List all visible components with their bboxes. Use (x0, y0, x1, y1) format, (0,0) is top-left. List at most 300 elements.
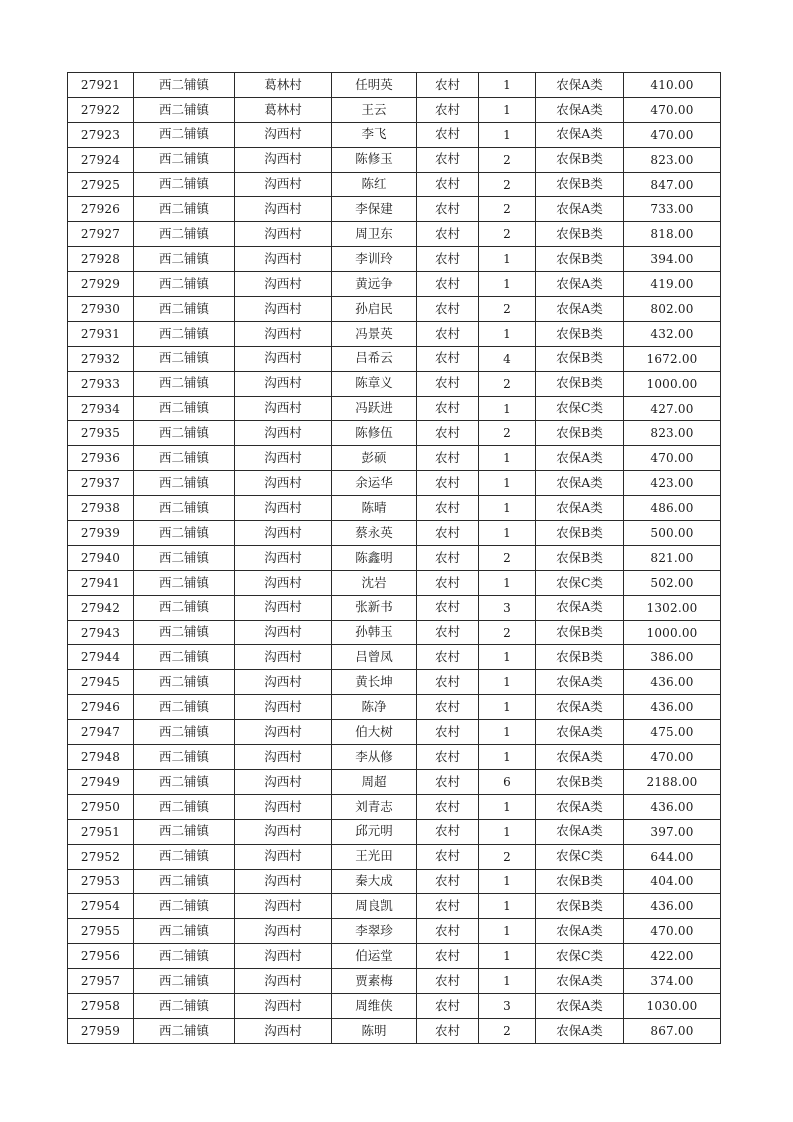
cell-amount: 486.00 (624, 496, 721, 521)
cell-name: 吕曾凤 (332, 645, 417, 670)
cell-name: 伯大树 (332, 720, 417, 745)
cell-town: 西二铺镇 (134, 371, 235, 396)
cell-village: 沟西村 (235, 670, 332, 695)
cell-town: 西二铺镇 (134, 172, 235, 197)
table-row (68, 545, 721, 570)
cell-village: 沟西村 (235, 869, 332, 894)
table-row (68, 844, 721, 869)
table-row (68, 446, 721, 471)
cell-name: 秦大成 (332, 869, 417, 894)
cell-name: 邱元明 (332, 819, 417, 844)
cell-town: 西二铺镇 (134, 645, 235, 670)
cell-amount: 470.00 (624, 122, 721, 147)
cell-household-size: 1 (479, 247, 536, 272)
cell-name: 李训玲 (332, 247, 417, 272)
table-row (68, 97, 721, 122)
cell-household-size: 1 (479, 919, 536, 944)
cell-category: 农保C类 (536, 396, 624, 421)
cell-name: 吕希云 (332, 346, 417, 371)
cell-area-type: 农村 (417, 172, 479, 197)
cell-town: 西二铺镇 (134, 471, 235, 496)
cell-name: 陈修玉 (332, 147, 417, 172)
cell-household-size: 2 (479, 1018, 536, 1043)
cell-id: 27951 (68, 819, 134, 844)
cell-area-type: 农村 (417, 197, 479, 222)
cell-village: 沟西村 (235, 471, 332, 496)
cell-town: 西二铺镇 (134, 595, 235, 620)
cell-name: 王云 (332, 97, 417, 122)
cell-area-type: 农村 (417, 819, 479, 844)
cell-category: 农保B类 (536, 645, 624, 670)
records-table (67, 72, 721, 1044)
cell-name: 周卫东 (332, 222, 417, 247)
cell-household-size: 1 (479, 869, 536, 894)
cell-category: 农保C类 (536, 844, 624, 869)
cell-area-type: 农村 (417, 521, 479, 546)
cell-area-type: 农村 (417, 297, 479, 322)
cell-amount: 867.00 (624, 1018, 721, 1043)
table-row (68, 620, 721, 645)
cell-name: 李飞 (332, 122, 417, 147)
cell-household-size: 1 (479, 944, 536, 969)
cell-village: 沟西村 (235, 745, 332, 770)
cell-name: 贾素梅 (332, 969, 417, 994)
cell-name: 周超 (332, 769, 417, 794)
cell-area-type: 农村 (417, 272, 479, 297)
cell-id: 27935 (68, 421, 134, 446)
cell-village: 沟西村 (235, 396, 332, 421)
table-row (68, 944, 721, 969)
cell-area-type: 农村 (417, 570, 479, 595)
cell-village: 沟西村 (235, 919, 332, 944)
table-row (68, 172, 721, 197)
cell-category: 农保A类 (536, 122, 624, 147)
cell-village: 沟西村 (235, 969, 332, 994)
cell-id: 27921 (68, 73, 134, 98)
table-row (68, 247, 721, 272)
cell-name: 孙启民 (332, 297, 417, 322)
cell-category: 农保B类 (536, 769, 624, 794)
table-row (68, 969, 721, 994)
cell-village: 沟西村 (235, 446, 332, 471)
table-row (68, 321, 721, 346)
cell-id: 27924 (68, 147, 134, 172)
table-row (68, 720, 721, 745)
cell-id: 27934 (68, 396, 134, 421)
cell-category: 农保C类 (536, 570, 624, 595)
cell-household-size: 1 (479, 272, 536, 297)
cell-id: 27925 (68, 172, 134, 197)
cell-village: 葛林村 (235, 97, 332, 122)
cell-area-type: 农村 (417, 396, 479, 421)
cell-amount: 436.00 (624, 670, 721, 695)
cell-amount: 404.00 (624, 869, 721, 894)
cell-amount: 436.00 (624, 695, 721, 720)
cell-category: 农保B类 (536, 346, 624, 371)
cell-id: 27933 (68, 371, 134, 396)
cell-id: 27943 (68, 620, 134, 645)
table-row (68, 197, 721, 222)
cell-category: 农保A类 (536, 695, 624, 720)
cell-household-size: 1 (479, 894, 536, 919)
cell-id: 27953 (68, 869, 134, 894)
cell-town: 西二铺镇 (134, 944, 235, 969)
cell-village: 沟西村 (235, 993, 332, 1018)
cell-category: 农保B类 (536, 521, 624, 546)
cell-name: 彭硕 (332, 446, 417, 471)
cell-name: 余运华 (332, 471, 417, 496)
table-row (68, 645, 721, 670)
cell-household-size: 1 (479, 670, 536, 695)
cell-household-size: 2 (479, 620, 536, 645)
cell-village: 沟西村 (235, 894, 332, 919)
cell-household-size: 1 (479, 720, 536, 745)
cell-name: 蔡永英 (332, 521, 417, 546)
cell-town: 西二铺镇 (134, 745, 235, 770)
table-row (68, 147, 721, 172)
cell-name: 冯景英 (332, 321, 417, 346)
cell-name: 王光田 (332, 844, 417, 869)
cell-name: 孙韩玉 (332, 620, 417, 645)
cell-village: 沟西村 (235, 1018, 332, 1043)
cell-amount: 1302.00 (624, 595, 721, 620)
cell-amount: 374.00 (624, 969, 721, 994)
cell-amount: 733.00 (624, 197, 721, 222)
cell-name: 黄远争 (332, 272, 417, 297)
cell-name: 陈净 (332, 695, 417, 720)
cell-amount: 470.00 (624, 919, 721, 944)
cell-household-size: 2 (479, 222, 536, 247)
cell-town: 西二铺镇 (134, 545, 235, 570)
table-row (68, 297, 721, 322)
cell-household-size: 1 (479, 496, 536, 521)
cell-town: 西二铺镇 (134, 247, 235, 272)
cell-town: 西二铺镇 (134, 894, 235, 919)
cell-amount: 502.00 (624, 570, 721, 595)
cell-id: 27944 (68, 645, 134, 670)
cell-town: 西二铺镇 (134, 869, 235, 894)
cell-id: 27932 (68, 346, 134, 371)
table-row (68, 471, 721, 496)
cell-area-type: 农村 (417, 670, 479, 695)
cell-household-size: 2 (479, 371, 536, 396)
cell-name: 沈岩 (332, 570, 417, 595)
table-row (68, 496, 721, 521)
cell-household-size: 1 (479, 521, 536, 546)
cell-household-size: 1 (479, 446, 536, 471)
cell-amount: 397.00 (624, 819, 721, 844)
cell-amount: 422.00 (624, 944, 721, 969)
cell-amount: 823.00 (624, 421, 721, 446)
cell-name: 李从修 (332, 745, 417, 770)
cell-village: 沟西村 (235, 521, 332, 546)
table-row (68, 122, 721, 147)
cell-amount: 1672.00 (624, 346, 721, 371)
table-row (68, 1018, 721, 1043)
cell-village: 沟西村 (235, 570, 332, 595)
cell-id: 27939 (68, 521, 134, 546)
cell-id: 27929 (68, 272, 134, 297)
cell-town: 西二铺镇 (134, 844, 235, 869)
cell-area-type: 农村 (417, 869, 479, 894)
table-row (68, 769, 721, 794)
cell-amount: 475.00 (624, 720, 721, 745)
cell-household-size: 1 (479, 321, 536, 346)
cell-amount: 821.00 (624, 545, 721, 570)
cell-id: 27958 (68, 993, 134, 1018)
cell-household-size: 1 (479, 471, 536, 496)
cell-area-type: 农村 (417, 769, 479, 794)
cell-id: 27937 (68, 471, 134, 496)
cell-household-size: 1 (479, 745, 536, 770)
cell-amount: 386.00 (624, 645, 721, 670)
cell-id: 27931 (68, 321, 134, 346)
cell-category: 农保B类 (536, 421, 624, 446)
cell-household-size: 2 (479, 844, 536, 869)
cell-household-size: 1 (479, 645, 536, 670)
cell-area-type: 农村 (417, 695, 479, 720)
cell-amount: 847.00 (624, 172, 721, 197)
table-row (68, 695, 721, 720)
cell-category: 农保B类 (536, 147, 624, 172)
cell-village: 沟西村 (235, 545, 332, 570)
cell-amount: 470.00 (624, 97, 721, 122)
cell-village: 沟西村 (235, 172, 332, 197)
cell-town: 西二铺镇 (134, 695, 235, 720)
cell-area-type: 农村 (417, 446, 479, 471)
cell-household-size: 1 (479, 794, 536, 819)
cell-id: 27947 (68, 720, 134, 745)
cell-town: 西二铺镇 (134, 321, 235, 346)
cell-town: 西二铺镇 (134, 446, 235, 471)
cell-household-size: 1 (479, 695, 536, 720)
table-row (68, 794, 721, 819)
cell-area-type: 农村 (417, 496, 479, 521)
cell-village: 沟西村 (235, 769, 332, 794)
cell-area-type: 农村 (417, 97, 479, 122)
cell-area-type: 农村 (417, 595, 479, 620)
records-table-body (68, 73, 721, 1044)
cell-area-type: 农村 (417, 944, 479, 969)
cell-category: 农保B类 (536, 545, 624, 570)
cell-town: 西二铺镇 (134, 122, 235, 147)
cell-amount: 436.00 (624, 894, 721, 919)
cell-village: 沟西村 (235, 944, 332, 969)
cell-town: 西二铺镇 (134, 521, 235, 546)
cell-id: 27950 (68, 794, 134, 819)
cell-village: 沟西村 (235, 645, 332, 670)
cell-name: 黄长坤 (332, 670, 417, 695)
cell-name: 张新书 (332, 595, 417, 620)
cell-area-type: 农村 (417, 247, 479, 272)
cell-village: 沟西村 (235, 197, 332, 222)
cell-area-type: 农村 (417, 371, 479, 396)
cell-village: 葛林村 (235, 73, 332, 98)
cell-category: 农保A类 (536, 97, 624, 122)
cell-household-size: 1 (479, 969, 536, 994)
cell-category: 农保B类 (536, 247, 624, 272)
cell-village: 沟西村 (235, 794, 332, 819)
cell-town: 西二铺镇 (134, 570, 235, 595)
cell-category: 农保A类 (536, 197, 624, 222)
cell-amount: 423.00 (624, 471, 721, 496)
cell-village: 沟西村 (235, 297, 332, 322)
cell-household-size: 2 (479, 147, 536, 172)
table-row (68, 272, 721, 297)
cell-id: 27954 (68, 894, 134, 919)
cell-category: 农保A类 (536, 720, 624, 745)
cell-village: 沟西村 (235, 620, 332, 645)
table-row (68, 371, 721, 396)
cell-area-type: 农村 (417, 844, 479, 869)
cell-id: 27955 (68, 919, 134, 944)
cell-category: 农保A类 (536, 969, 624, 994)
cell-area-type: 农村 (417, 1018, 479, 1043)
cell-household-size: 6 (479, 769, 536, 794)
cell-town: 西二铺镇 (134, 993, 235, 1018)
cell-amount: 644.00 (624, 844, 721, 869)
table-row (68, 346, 721, 371)
cell-area-type: 农村 (417, 222, 479, 247)
table-row (68, 745, 721, 770)
cell-area-type: 农村 (417, 894, 479, 919)
cell-id: 27927 (68, 222, 134, 247)
cell-id: 27926 (68, 197, 134, 222)
cell-area-type: 农村 (417, 620, 479, 645)
cell-name: 周良凯 (332, 894, 417, 919)
table-row (68, 819, 721, 844)
table-row (68, 396, 721, 421)
cell-village: 沟西村 (235, 421, 332, 446)
cell-village: 沟西村 (235, 496, 332, 521)
cell-id: 27946 (68, 695, 134, 720)
cell-village: 沟西村 (235, 595, 332, 620)
cell-household-size: 1 (479, 122, 536, 147)
cell-amount: 470.00 (624, 745, 721, 770)
cell-category: 农保B类 (536, 172, 624, 197)
cell-area-type: 农村 (417, 147, 479, 172)
cell-household-size: 2 (479, 545, 536, 570)
cell-id: 27959 (68, 1018, 134, 1043)
cell-category: 农保A类 (536, 496, 624, 521)
cell-category: 农保B类 (536, 894, 624, 919)
table-row (68, 869, 721, 894)
cell-category: 农保B类 (536, 371, 624, 396)
table-row (68, 894, 721, 919)
cell-area-type: 农村 (417, 471, 479, 496)
cell-town: 西二铺镇 (134, 97, 235, 122)
cell-name: 周维侠 (332, 993, 417, 1018)
cell-household-size: 2 (479, 297, 536, 322)
cell-town: 西二铺镇 (134, 297, 235, 322)
cell-id: 27942 (68, 595, 134, 620)
cell-id: 27956 (68, 944, 134, 969)
cell-category: 农保B类 (536, 869, 624, 894)
cell-amount: 436.00 (624, 794, 721, 819)
cell-category: 农保B类 (536, 620, 624, 645)
cell-town: 西二铺镇 (134, 819, 235, 844)
cell-name: 李保建 (332, 197, 417, 222)
cell-area-type: 农村 (417, 346, 479, 371)
table-row (68, 222, 721, 247)
cell-household-size: 2 (479, 197, 536, 222)
cell-category: 农保A类 (536, 471, 624, 496)
cell-area-type: 农村 (417, 919, 479, 944)
cell-area-type: 农村 (417, 73, 479, 98)
cell-area-type: 农村 (417, 321, 479, 346)
cell-id: 27930 (68, 297, 134, 322)
cell-town: 西二铺镇 (134, 396, 235, 421)
cell-village: 沟西村 (235, 819, 332, 844)
cell-household-size: 3 (479, 993, 536, 1018)
cell-id: 27949 (68, 769, 134, 794)
cell-household-size: 1 (479, 570, 536, 595)
cell-category: 农保A类 (536, 819, 624, 844)
cell-name: 陈鑫明 (332, 545, 417, 570)
cell-category: 农保A类 (536, 73, 624, 98)
cell-village: 沟西村 (235, 371, 332, 396)
cell-id: 27928 (68, 247, 134, 272)
cell-town: 西二铺镇 (134, 346, 235, 371)
cell-category: 农保C类 (536, 944, 624, 969)
cell-id: 27941 (68, 570, 134, 595)
cell-category: 农保A类 (536, 297, 624, 322)
cell-area-type: 农村 (417, 745, 479, 770)
cell-town: 西二铺镇 (134, 222, 235, 247)
cell-village: 沟西村 (235, 321, 332, 346)
cell-household-size: 2 (479, 421, 536, 446)
cell-id: 27938 (68, 496, 134, 521)
table-row (68, 595, 721, 620)
cell-amount: 470.00 (624, 446, 721, 471)
cell-village: 沟西村 (235, 122, 332, 147)
cell-amount: 823.00 (624, 147, 721, 172)
cell-village: 沟西村 (235, 247, 332, 272)
cell-category: 农保A类 (536, 919, 624, 944)
cell-household-size: 3 (479, 595, 536, 620)
cell-town: 西二铺镇 (134, 769, 235, 794)
cell-area-type: 农村 (417, 545, 479, 570)
cell-id: 27936 (68, 446, 134, 471)
cell-town: 西二铺镇 (134, 421, 235, 446)
cell-town: 西二铺镇 (134, 272, 235, 297)
cell-amount: 427.00 (624, 396, 721, 421)
cell-category: 农保A类 (536, 1018, 624, 1043)
cell-amount: 500.00 (624, 521, 721, 546)
cell-name: 陈晴 (332, 496, 417, 521)
cell-area-type: 农村 (417, 421, 479, 446)
cell-village: 沟西村 (235, 695, 332, 720)
cell-name: 陈修伍 (332, 421, 417, 446)
cell-household-size: 4 (479, 346, 536, 371)
cell-town: 西二铺镇 (134, 496, 235, 521)
cell-village: 沟西村 (235, 844, 332, 869)
cell-area-type: 农村 (417, 720, 479, 745)
cell-id: 27957 (68, 969, 134, 994)
cell-name: 陈红 (332, 172, 417, 197)
cell-id: 27945 (68, 670, 134, 695)
cell-town: 西二铺镇 (134, 197, 235, 222)
cell-village: 沟西村 (235, 346, 332, 371)
cell-area-type: 农村 (417, 993, 479, 1018)
cell-household-size: 1 (479, 97, 536, 122)
cell-category: 农保A类 (536, 272, 624, 297)
table-row (68, 919, 721, 944)
cell-category: 农保B类 (536, 222, 624, 247)
cell-area-type: 农村 (417, 645, 479, 670)
cell-category: 农保A类 (536, 670, 624, 695)
cell-amount: 1000.00 (624, 371, 721, 396)
